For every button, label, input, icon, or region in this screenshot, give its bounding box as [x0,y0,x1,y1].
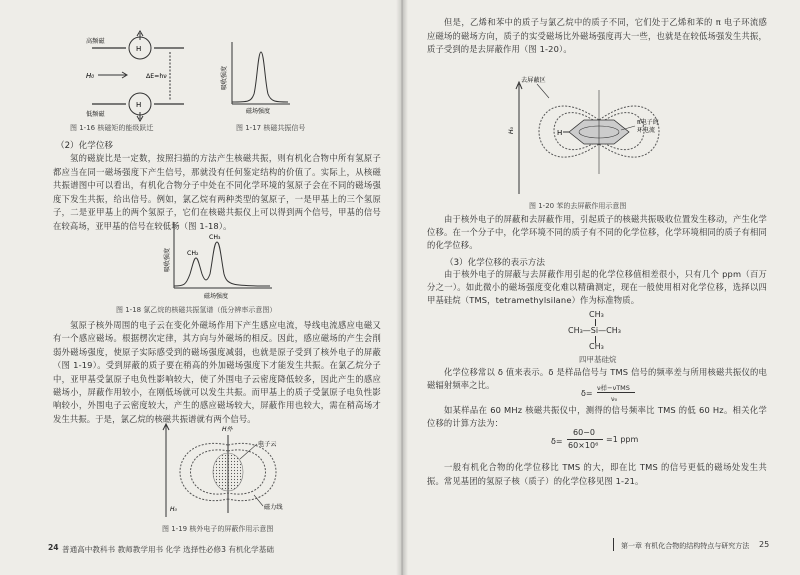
svg-text:CH₂: CH₂ [187,250,199,257]
svg-text:吸收强度: 吸收强度 [221,65,228,90]
footer-page-number-left: 24 [48,543,59,552]
svg-text:高频磁: 高频磁 [86,38,105,45]
figure-1-20-benzene-deshielding [509,70,684,198]
tms-bond-top [595,319,596,326]
paragraph-deshielding: 但是，乙烯和苯中的质子与氯乙烷中的质子不同，它们处于乙烯和苯的 π 电子环流感应磁场的磁场方向，质子的实受磁场比外磁场强度再大一些，也就是在较低场强发生共振，质子受到的是去屏蔽作用（图 1-20）。 [427,17,767,55]
footer-chapter-title: 第一章 有机化合物的结构特点与研究方法 [621,542,750,550]
paragraph-common-groups: 一般有机化合物的化学位移比 TMS 的大，即在比 TMS 的信号更低的磁场处发生共振。常见基团的氢原子核（质子）的化学位移见图 1-21。 [427,462,767,486]
paragraph-tms-standard: 由于核外电子的屏蔽与去屏蔽作用引起的化学位移值相差很小，只有几个 ppm（百万分之一）。如此微小的磁场强度变化难以精确测定，现在一般使用相对化学位移，选择以四甲基硅烷（TMS，tetramethylsilane）作为标准物质。 [427,269,767,306]
footer-book-title: 普通高中教科书 教师教学用书 化学 选择性必修3 有机化学基础 [62,545,274,554]
tms-caption: 四甲基硅烷 [579,355,617,364]
footer-divider [613,538,614,551]
formula-example-rhs: =1 ppm [606,435,639,444]
svg-text:电子云: 电子云 [258,441,277,448]
svg-text:H: H [136,101,142,109]
footer-page-number-right: 25 [759,540,770,549]
formula-delta-fraction-bar [597,392,635,393]
paragraph-shift-origin: 由于核外电子的屏蔽和去屏蔽作用，引起质子的核磁共振吸收位置发生移动，产生化学位移。在一个分子中，化学环境不同的质子有不同的化学位移，化学环境相同的质子有相同的化学位移。 [427,214,767,251]
formula-delta-lhs: δ= [581,389,593,398]
svg-text:H: H [557,129,563,137]
svg-text:H: H [136,45,142,53]
tms-top-methyl: CH₃ [589,310,604,319]
figure-1-17-resonance-signal [218,38,293,116]
tms-bottom-methyl: CH₃ [589,342,604,351]
svg-text:H外: H外 [222,426,233,433]
figure-1-16-energy-levels [70,30,190,122]
section-heading-shift-notation: （3）化学位移的表示方法 [445,258,545,268]
formula-example-fraction-bar [567,439,603,440]
svg-text:环电流: 环电流 [637,127,656,134]
paragraph-chemical-shift-intro: 氢的磁旋比是一定数，按照扫描的方法产生核磁共振，则有机化合物中所有氢原子都应当在同一磁场强度下产生信号，那就没有任何鉴定结构的价值了。实际上，从核磁共振谱图中可以看出，有机化合物分子中处在不同化学环境的氢原子会在不同的磁场强度下发生共振，给出信号。例如，氯乙烷有两种类型的氢原子，一是甲基上的三个氢原子，二是亚甲基上的两个氢原子，它们在核磁共振仪上可以得到两个信号，甲基的信号在较高场，亚甲基的信号在较低场（图 1-18）。 [53,153,381,231]
svg-text:CH₃: CH₃ [209,234,221,241]
svg-text:H₀: H₀ [170,506,177,513]
formula-delta-denominator: ν₀ [611,395,618,403]
formula-delta-numerator: ν样−νTMS [597,384,630,392]
svg-text:H₀: H₀ [508,127,515,134]
paragraph-example: 如某样品在 60 MHz 核磁共振仪中，测得的信号频率比 TMS 的低 60 Hz。相关化学位移的计算方法为： [427,405,767,429]
formula-example-denominator: 60×10⁶ [568,441,599,450]
figure-1-17-caption: 图 1-17 核磁共振信号 [236,124,306,132]
book-gutter [396,0,408,575]
paragraph-delta-definition: 化学位移常以 δ 值来表示。δ 是样品信号与 TMS 信号的频率差与所用核磁共振仪的电磁辐射频率之比。 [427,367,767,391]
figure-1-18-caption: 图 1-18 氯乙烷的核磁共振氢谱（低分辨率示意图） [116,306,277,314]
formula-example-numerator: 60−0 [573,428,595,437]
svg-text:H₀: H₀ [86,72,95,80]
figure-1-18-chloroethane-spectrum [160,218,280,302]
svg-text:π电子的: π电子的 [637,119,659,126]
svg-text:磁场强度: 磁场强度 [246,108,271,115]
figure-1-19-caption: 图 1-19 核外电子的屏蔽作用示意图 [162,525,274,533]
svg-text:吸收强度: 吸收强度 [164,247,171,272]
figure-1-19-electron-shielding [158,421,303,521]
right-page [403,0,800,575]
figure-1-16-caption: 图 1-16 核磁矩的能级跃迁 [70,124,154,132]
figure-1-20-caption: 图 1-20 苯的去屏蔽作用示意图 [529,202,627,210]
svg-text:低频磁: 低频磁 [86,111,105,118]
svg-text:ΔE=hν: ΔE=hν [146,73,167,80]
section-heading-chemical-shift: （2）化学位移 [56,141,114,151]
svg-text:磁力线: 磁力线 [264,504,283,511]
svg-text:去屏蔽区: 去屏蔽区 [521,77,546,84]
formula-example-lhs: δ= [551,437,563,446]
tms-middle: CH₃—Si—CH₃ [568,326,621,335]
svg-text:磁场强度: 磁场强度 [204,293,229,300]
paragraph-shielding: 氢原子核外周围的电子云在变化外磁场作用下产生感应电流，导线电流感应电磁又有一个感应磁场。根据楞次定律，其方向与外磁场的相反。因此，感应磁场的产生会削弱外磁场强度，使原子实际感受到的磁场强度减弱，也就是原子受到了核外电子的屏蔽（图 1-19）。受到屏蔽的质子要在稍高的外加磁场强度下才能发生共振。在氯乙烷分子中，亚甲基受氯原子电负性影响较大，使了外围电子云密度降低较多，因此产生的感应磁场小，屏蔽作用较小，在刚低场就可以发生共振。而甲基上的质子受氯原子电负性影响较小，外围电子云密度较大，产生的感应磁场较大，屏蔽作用也较大，需在稍高场才发生共振。于是，氯乙烷的核磁共振谱就有两个信号。 [53,320,381,424]
